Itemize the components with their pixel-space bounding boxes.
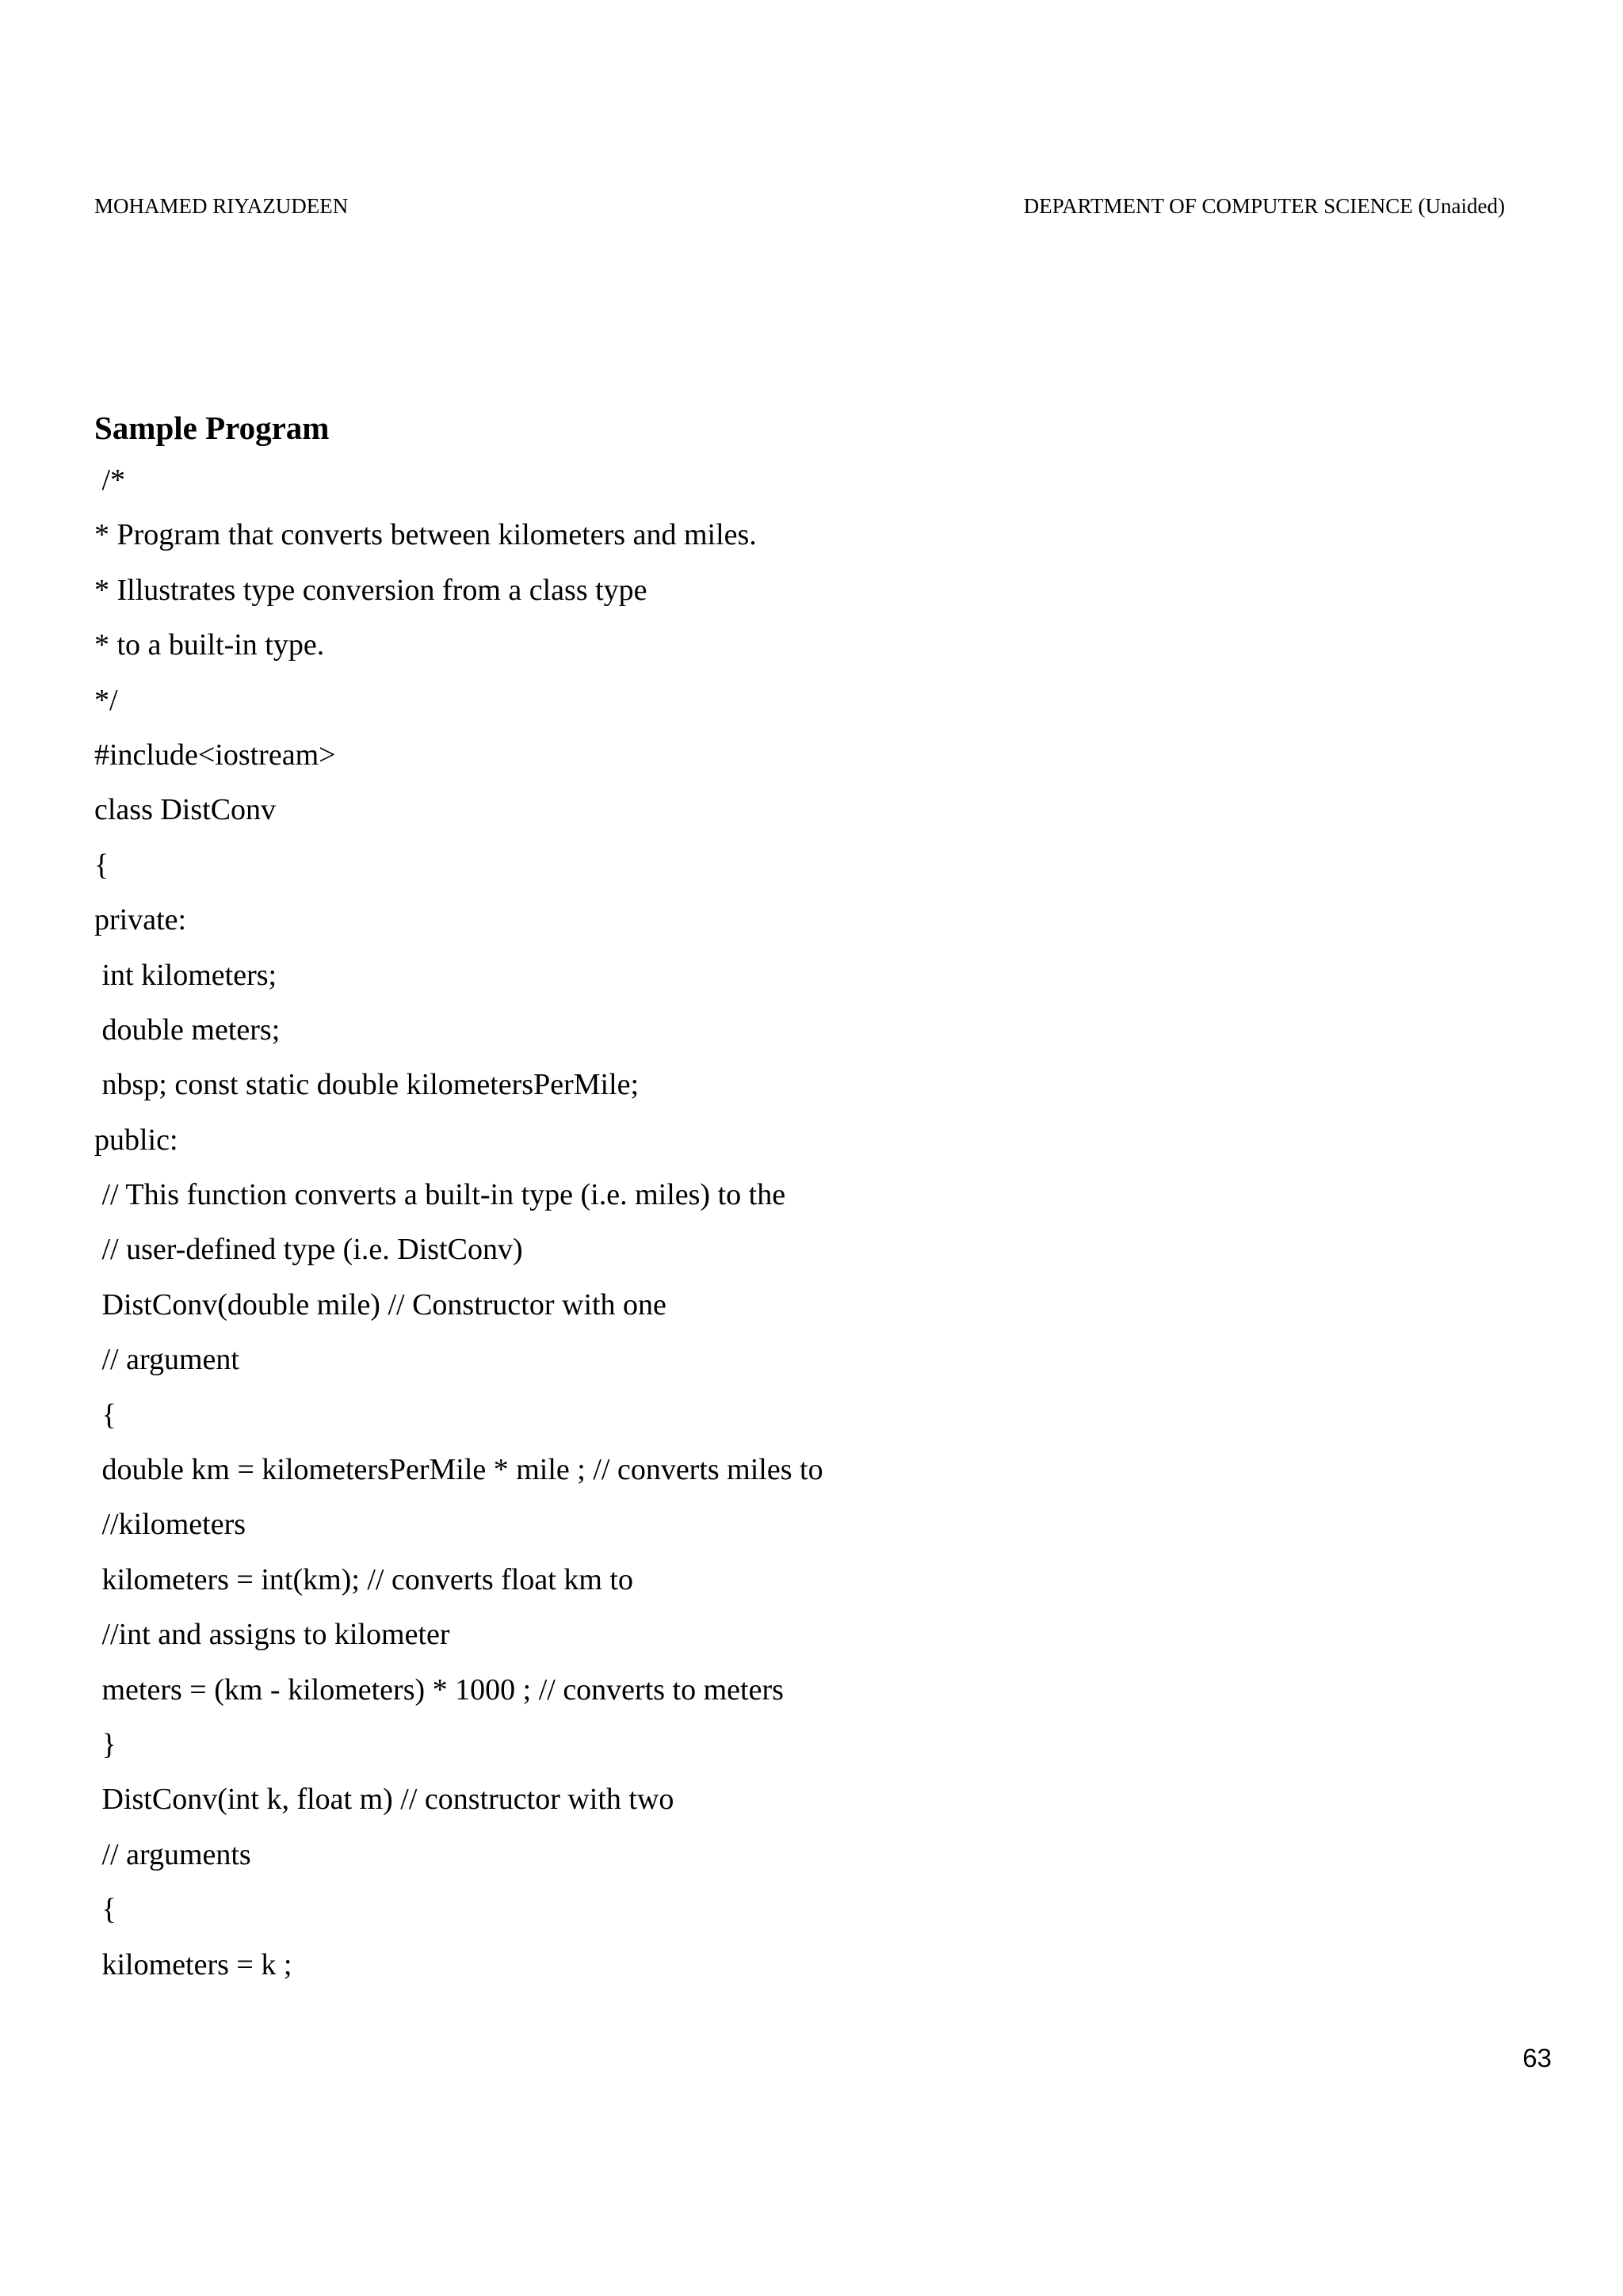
page-number: 63 bbox=[1522, 2043, 1552, 2073]
header-department: DEPARTMENT OF COMPUTER SCIENCE (Unaided) bbox=[1023, 194, 1505, 218]
code-line: * Program that converts between kilometers and miles. bbox=[94, 518, 757, 552]
code-line: { bbox=[94, 1893, 116, 1927]
code-line: kilometers = k ; bbox=[94, 1947, 292, 1981]
code-line: // arguments bbox=[94, 1837, 251, 1871]
code-line: //kilometers bbox=[94, 1508, 246, 1542]
code-line: { bbox=[94, 1398, 116, 1432]
code-line: * to a built-in type. bbox=[94, 628, 325, 662]
code-line: /* bbox=[94, 463, 126, 497]
code-line: * Illustrates type conversion from a class type bbox=[94, 573, 647, 607]
code-line: #include<iostream> bbox=[94, 738, 336, 772]
code-line: // argument bbox=[94, 1343, 239, 1377]
code-line: // This function converts a built-in type (i.e. miles) to the bbox=[94, 1178, 786, 1212]
code-line: class DistConv bbox=[94, 793, 277, 827]
code-line: // user-defined type (i.e. DistConv) bbox=[94, 1233, 523, 1267]
code-line: public: bbox=[94, 1123, 178, 1157]
code-line: DistConv(double mile) // Constructor with one bbox=[94, 1287, 666, 1322]
code-line: */ bbox=[94, 683, 118, 717]
code-listing bbox=[94, 453, 823, 1993]
code-line: nbsp; const static double kilometersPerMile; bbox=[94, 1068, 640, 1102]
code-line: meters = (km - kilometers) * 1000 ; // converts to meters bbox=[94, 1672, 784, 1707]
code-line: { bbox=[94, 848, 109, 882]
code-line: //int and assigns to kilometer bbox=[94, 1618, 450, 1652]
code-line: int kilometers; bbox=[94, 958, 277, 992]
code-line: DistConv(int k, float m) // constructor with two bbox=[94, 1783, 674, 1817]
code-line: kilometers = int(km); // converts float km to bbox=[94, 1562, 633, 1596]
code-line: double meters; bbox=[94, 1013, 281, 1047]
code-line: } bbox=[94, 1727, 116, 1761]
code-line: double km = kilometersPerMile * mile ; // converts miles to bbox=[94, 1453, 823, 1487]
header-author: MOHAMED RIYAZUDEEN bbox=[94, 194, 349, 218]
section-title: Sample Program bbox=[94, 410, 330, 446]
code-line: private: bbox=[94, 903, 187, 937]
